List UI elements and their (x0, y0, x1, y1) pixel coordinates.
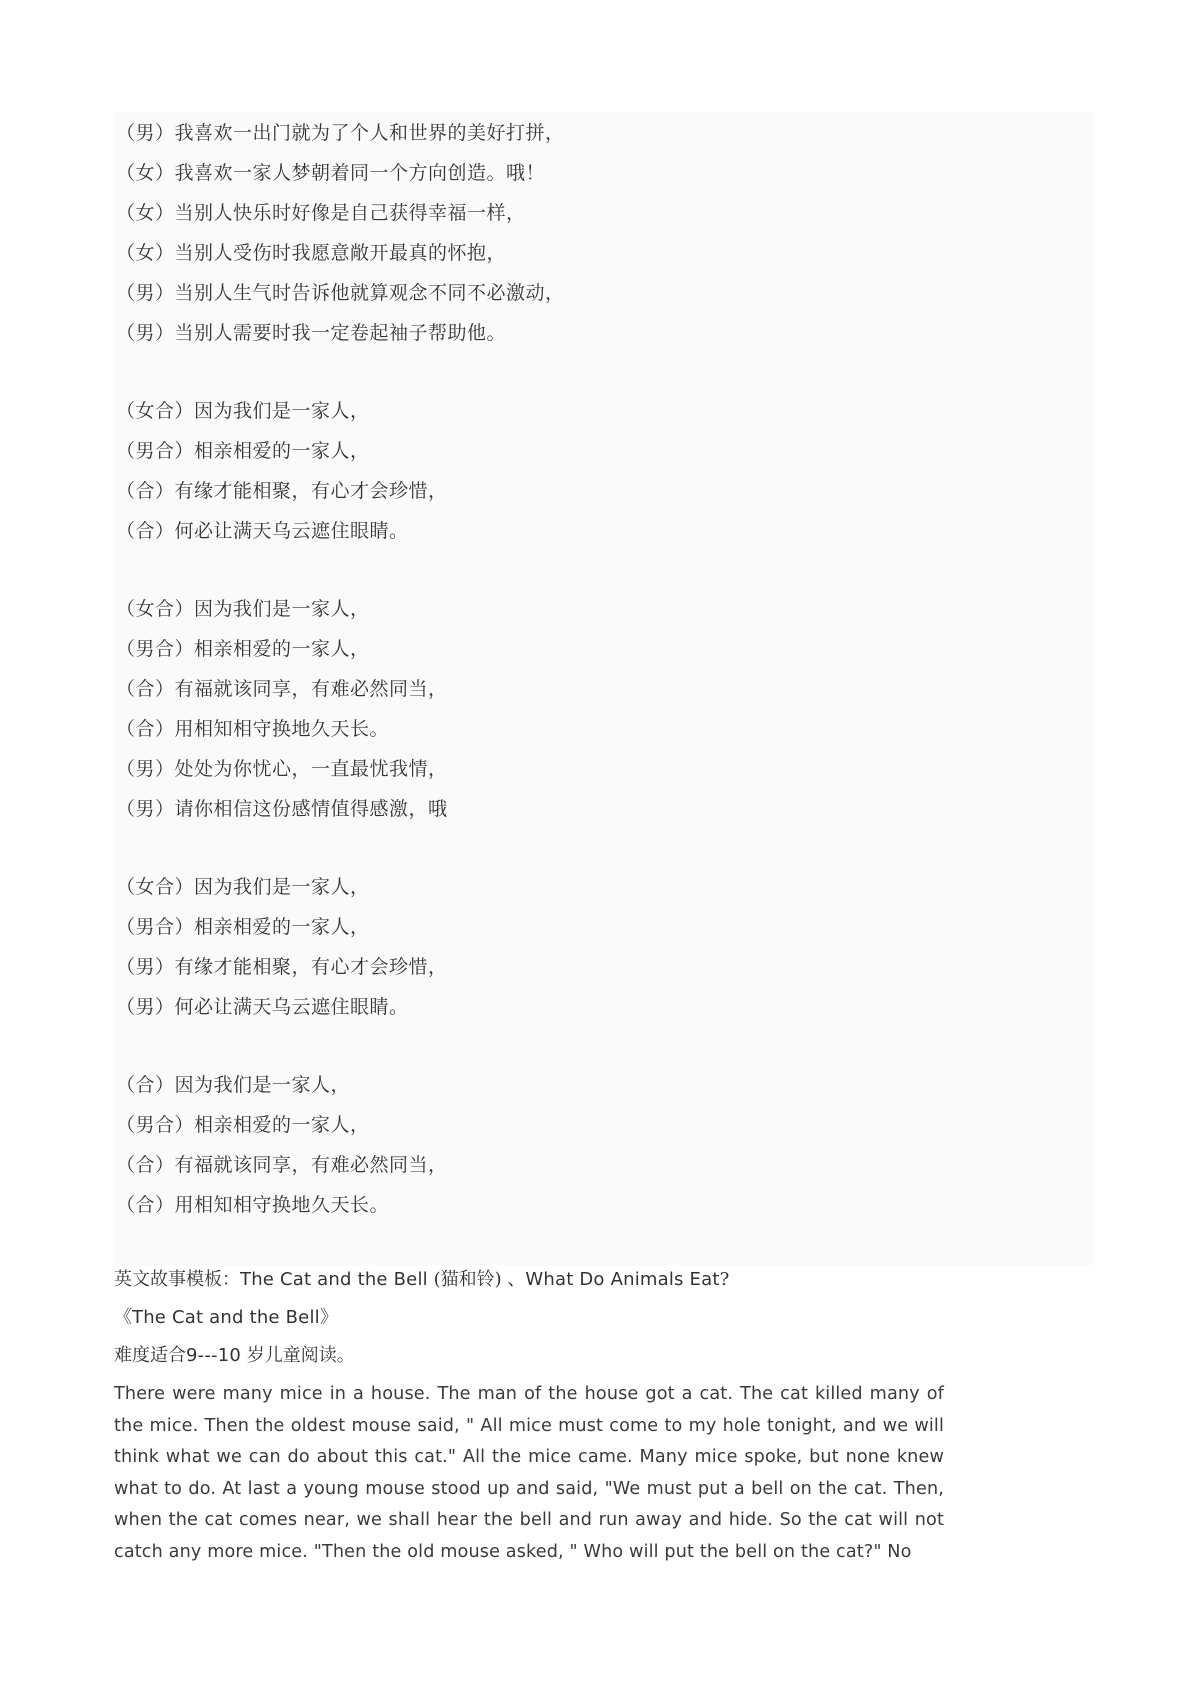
story-heading-cn: 英文故事模板： (114, 1269, 240, 1290)
lyric-line: （女）当别人受伤时我愿意敞开最真的怀抱， (116, 242, 507, 264)
english-story-section (114, 1261, 944, 1569)
story-title (114, 1299, 944, 1337)
lyric-line: （合）有福就该同享，有难必然同当， (116, 1154, 448, 1176)
lyric-line: （合）有缘才能相聚，有心才会珍惜， (116, 480, 448, 502)
stanza-gap (116, 353, 1076, 391)
lyric-line: （合）用相知相守换地久天长。 (116, 1194, 390, 1216)
story-title-text: The Cat and the Bell (132, 1307, 320, 1328)
lyric-line: （女合）因为我们是一家人， (116, 598, 370, 620)
story-difficulty (114, 1337, 944, 1375)
lyric-line: （男合）相亲相爱的一家人， (116, 440, 370, 462)
lyric-line: （男）请你相信这份感情值得感激，哦 (116, 798, 448, 820)
lyric-line: （男）我喜欢一出门就为了个人和世界的美好打拼， (116, 122, 565, 144)
lyric-line: （女合）因为我们是一家人， (116, 876, 370, 898)
lyric-line: （合）有福就该同享，有难必然同当， (116, 678, 448, 700)
lyric-line: （男）当别人生气时告诉他就算观念不同不必激动， (116, 282, 565, 304)
story-heading (114, 1261, 944, 1299)
lyric-line: （男）有缘才能相聚，有心才会珍惜， (116, 956, 448, 978)
stanza-gap (116, 1027, 1076, 1065)
lyric-line: （男）何必让满天乌云遮住眼睛。 (116, 996, 409, 1018)
stanza-gap (116, 551, 1076, 589)
lyric-line: （男合）相亲相爱的一家人， (116, 638, 370, 660)
stanza-gap (116, 829, 1076, 867)
lyric-line: （女）我喜欢一家人梦朝着同一个方向创造。哦！ (116, 162, 546, 184)
lyric-line: （男合）相亲相爱的一家人， (116, 1114, 370, 1136)
difficulty-suffix: 岁儿童阅读。 (241, 1345, 355, 1366)
lyric-line: （合）用相知相守换地久天长。 (116, 718, 390, 740)
lyric-line: （女合）因为我们是一家人， (116, 400, 370, 422)
difficulty-age-range: 9---10 (186, 1345, 242, 1366)
story-heading-q: ? (719, 1269, 730, 1290)
story-heading-title-1: The Cat and the Bell (240, 1269, 428, 1290)
title-open-bracket: 《 (114, 1307, 132, 1328)
story-heading-cn-2: (猫和铃) 、 (427, 1269, 526, 1290)
difficulty-label: 难度适合 (114, 1345, 186, 1366)
story-heading-title-2: What Do Animals Eat (525, 1269, 720, 1290)
story-body-text: There were many mice in a house. The man of the house got a cat. The cat killed many of the mice. Then the oldest mouse said, " All mice must come to my hole tonight, and we will think what we can do about this cat." All the mice came. Many mice spoke, but none knew what to do. At last a young mouse stood up and said, "We must put a bell on the cat. Then, when the cat comes near, we shall hear the bell and run away and hide. So the cat will not catch any more mice. "Then the old mouse asked, " Who will put the bell on the cat?" No (114, 1384, 944, 1562)
lyric-line: （合）何必让满天乌云遮住眼睛。 (116, 520, 409, 542)
lyric-line: （男）当别人需要时我一定卷起袖子帮助他。 (116, 322, 507, 344)
lyric-line: （男）处处为你忧心，一直最忧我情， (116, 758, 448, 780)
lyrics-section (116, 113, 1076, 1225)
lyric-line: （合）因为我们是一家人， (116, 1074, 351, 1096)
lyric-line: （男合）相亲相爱的一家人， (116, 916, 370, 938)
title-close-bracket: 》 (319, 1307, 338, 1328)
lyric-line: （女）当别人快乐时好像是自己获得幸福一样， (116, 202, 526, 224)
